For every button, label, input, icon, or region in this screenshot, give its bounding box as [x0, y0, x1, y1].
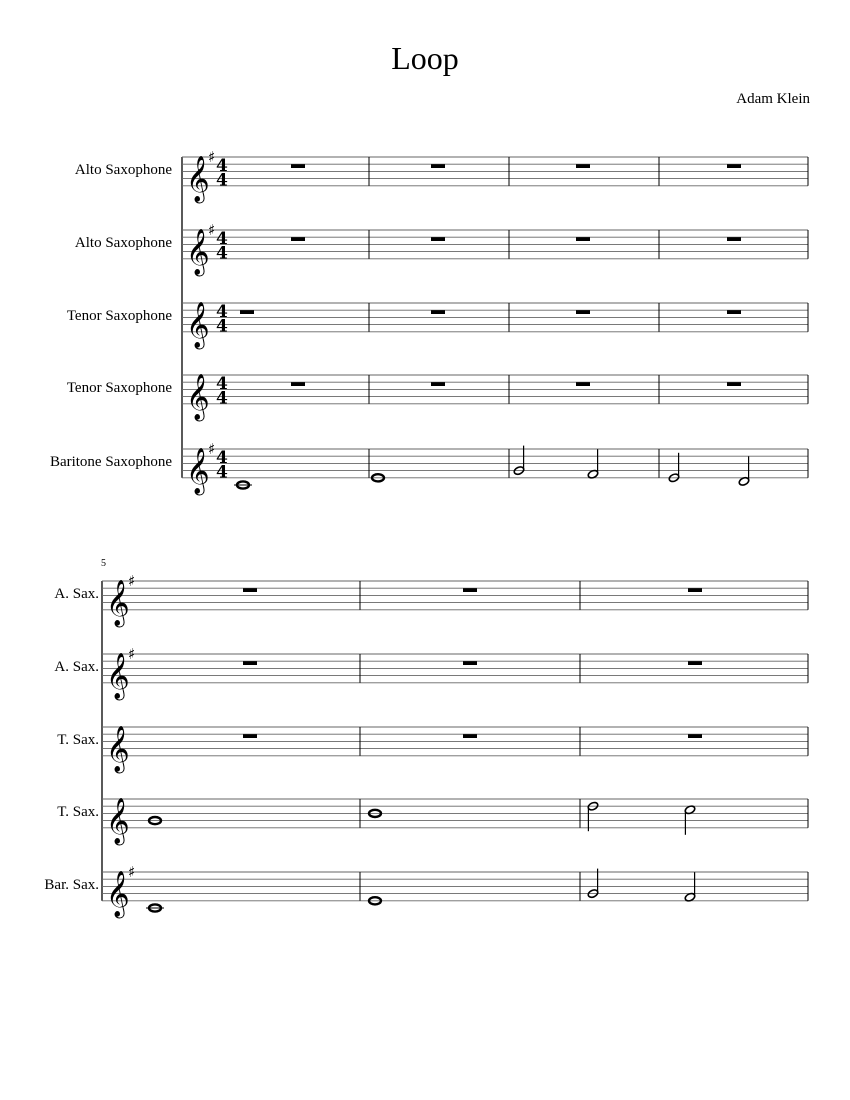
instrument-label: Alto Saxophone [74, 162, 172, 178]
treble-clef-icon: 𝄞 [186, 373, 210, 420]
whole-rest [576, 237, 590, 241]
time-signature-top: 4 [216, 448, 228, 468]
sharp-icon: ♯ [128, 645, 136, 663]
sharp-icon: ♯ [208, 440, 216, 458]
whole-rest [431, 382, 445, 386]
whole-rest [291, 382, 305, 386]
instrument-label: Baritone Saxophone [49, 454, 172, 470]
whole-rest [576, 310, 590, 314]
instrument-label: T. Sax. [57, 804, 99, 820]
time-signature-top: 4 [216, 374, 228, 394]
whole-rest [291, 164, 305, 168]
whole-rest [727, 164, 741, 168]
instrument-label: Alto Saxophone [74, 235, 172, 251]
instrument-label: Tenor Saxophone [66, 308, 172, 324]
whole-rest [688, 588, 702, 592]
whole-rest [291, 237, 305, 241]
whole-rest [431, 164, 445, 168]
time-signature-bottom: 4 [216, 462, 228, 483]
treble-clef-icon: 𝄞 [106, 579, 130, 626]
instrument-label: T. Sax. [57, 732, 99, 748]
whole-rest [243, 588, 257, 592]
whole-rest [727, 382, 741, 386]
sharp-icon: ♯ [128, 863, 136, 881]
whole-rest [431, 237, 445, 241]
treble-clef-icon: 𝄞 [106, 797, 130, 844]
time-signature-bottom: 4 [216, 388, 228, 409]
time-signature-bottom: 4 [216, 316, 228, 337]
whole-rest [688, 734, 702, 738]
treble-clef-icon: 𝄞 [186, 447, 210, 494]
sharp-icon: ♯ [208, 221, 216, 239]
instrument-label: A. Sax. [54, 586, 99, 602]
whole-rest [576, 164, 590, 168]
whole-rest [240, 310, 254, 314]
instrument-label: Tenor Saxophone [66, 380, 172, 396]
time-signature-bottom: 4 [216, 243, 228, 264]
sharp-icon: ♯ [128, 572, 136, 590]
treble-clef-icon: 𝄞 [186, 301, 210, 348]
composer-name: Adam Klein [736, 91, 810, 107]
time-signature-top: 4 [216, 302, 228, 322]
whole-rest [688, 661, 702, 665]
treble-clef-icon: 𝄞 [106, 870, 130, 917]
whole-rest [727, 310, 741, 314]
measure-number: 5 [101, 558, 106, 569]
time-signature-bottom: 4 [216, 170, 228, 191]
whole-rest [431, 310, 445, 314]
time-signature-top: 4 [216, 156, 228, 176]
whole-rest [727, 237, 741, 241]
whole-rest [463, 734, 477, 738]
time-signature-top: 4 [216, 229, 228, 249]
sharp-icon: ♯ [208, 148, 216, 166]
whole-rest [576, 382, 590, 386]
whole-rest [243, 661, 257, 665]
score-title: Loop [391, 40, 459, 76]
treble-clef-icon: 𝄞 [186, 155, 210, 202]
treble-clef-icon: 𝄞 [106, 725, 130, 772]
instrument-label: A. Sax. [54, 659, 99, 675]
treble-clef-icon: 𝄞 [106, 652, 130, 699]
whole-rest [463, 588, 477, 592]
whole-rest [463, 661, 477, 665]
instrument-label: Bar. Sax. [44, 877, 99, 893]
whole-rest [243, 734, 257, 738]
treble-clef-icon: 𝄞 [186, 228, 210, 275]
